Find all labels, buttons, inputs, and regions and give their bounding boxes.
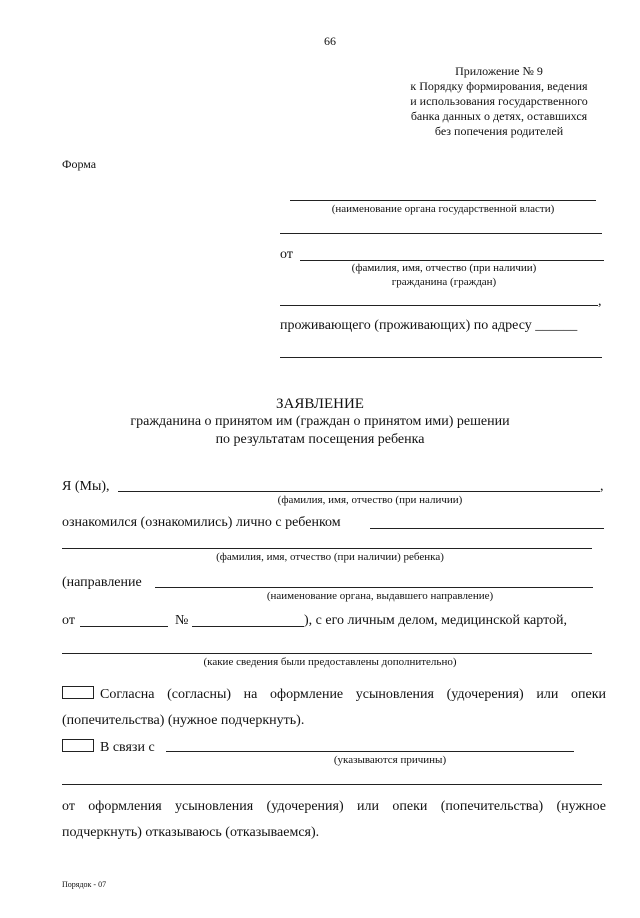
document-subtitle-1: гражданина о принятом им (граждан о принятом ими) решении	[130, 414, 510, 429]
applicant-line[interactable]	[300, 260, 604, 261]
appendix-line: к Порядку формирования, ведения	[410, 79, 588, 93]
fio-caption: (фамилия, имя, отчество (при наличии)	[277, 494, 463, 506]
child-caption: (фамилия, имя, отчество (при наличии) ребенка)	[216, 551, 444, 563]
refuse-checkbox[interactable]	[62, 739, 94, 752]
consent-text-1: Согласна (согласны) на оформление усыновления (удочерения) или опеки	[100, 687, 606, 702]
number-line[interactable]	[192, 626, 304, 627]
extra-caption: (какие сведения были предоставлены дополнительно)	[203, 656, 457, 668]
refuse-text-2: подчеркнуть) отказываюсь (отказываемся).	[62, 825, 320, 840]
appendix-line: и использования государственного	[410, 94, 588, 108]
i-we-label: Я (Мы),	[62, 479, 110, 494]
consent-checkbox[interactable]	[62, 686, 94, 699]
due-to-label: В связи с	[100, 740, 155, 755]
consent-line-1	[62, 686, 606, 703]
reason-line[interactable]	[166, 751, 574, 752]
refuse-text-1: от оформления усыновления (удочерения) или опеки (попечительства) (нужное	[62, 799, 606, 814]
comma: ,	[600, 479, 604, 494]
document-subtitle-2: по результатам посещения ребенка	[215, 432, 425, 447]
file-text: ), с его личным делом, медицинской картой,	[304, 613, 567, 628]
form-label: Форма	[62, 157, 97, 171]
referral-line[interactable]	[155, 587, 593, 588]
footer-note: Порядок - 07	[62, 880, 107, 889]
address-line[interactable]	[280, 357, 602, 358]
appendix-line: банка данных о детях, оставшихся	[410, 109, 588, 123]
number-sign: №	[175, 613, 189, 628]
fio-caption-2: гражданина (граждан)	[391, 276, 497, 288]
acquainted-text: ознакомился (ознакомились) лично с ребенком	[62, 515, 341, 530]
from-label: от	[280, 247, 293, 262]
extra-line[interactable]	[62, 653, 592, 654]
page-number: 66	[324, 34, 336, 48]
consent-text-2: (попечительства) (нужное подчеркнуть).	[62, 713, 305, 728]
appendix-block	[392, 64, 606, 139]
from-label: от	[62, 613, 75, 628]
date-line[interactable]	[80, 626, 168, 627]
child-line-2[interactable]	[62, 548, 592, 549]
appendix-line: Приложение № 9	[455, 64, 543, 78]
due-to-line	[62, 739, 155, 756]
authority-caption: (наименование органа государственной власти)	[331, 203, 555, 215]
fio-caption-1: (фамилия, имя, отчество (при наличии)	[351, 262, 537, 274]
child-line[interactable]	[370, 528, 604, 529]
reason-line-2[interactable]	[62, 784, 602, 785]
authority-line-2[interactable]	[280, 233, 602, 234]
comma: ,	[598, 294, 602, 309]
applicant-fio-line[interactable]	[118, 491, 600, 492]
document-title: ЗАЯВЛЕНИЕ	[276, 396, 364, 412]
authority-line[interactable]	[290, 200, 596, 201]
applicant-line-2[interactable]	[280, 305, 598, 306]
referral-label: (направление	[62, 575, 142, 590]
referral-caption: (наименование органа, выдавшего направление)	[266, 590, 494, 602]
reasons-caption: (указываются причины)	[333, 754, 447, 766]
appendix-line: без попечения родителей	[434, 124, 564, 138]
residing-label: проживающего (проживающих) по адресу ______	[280, 318, 578, 333]
